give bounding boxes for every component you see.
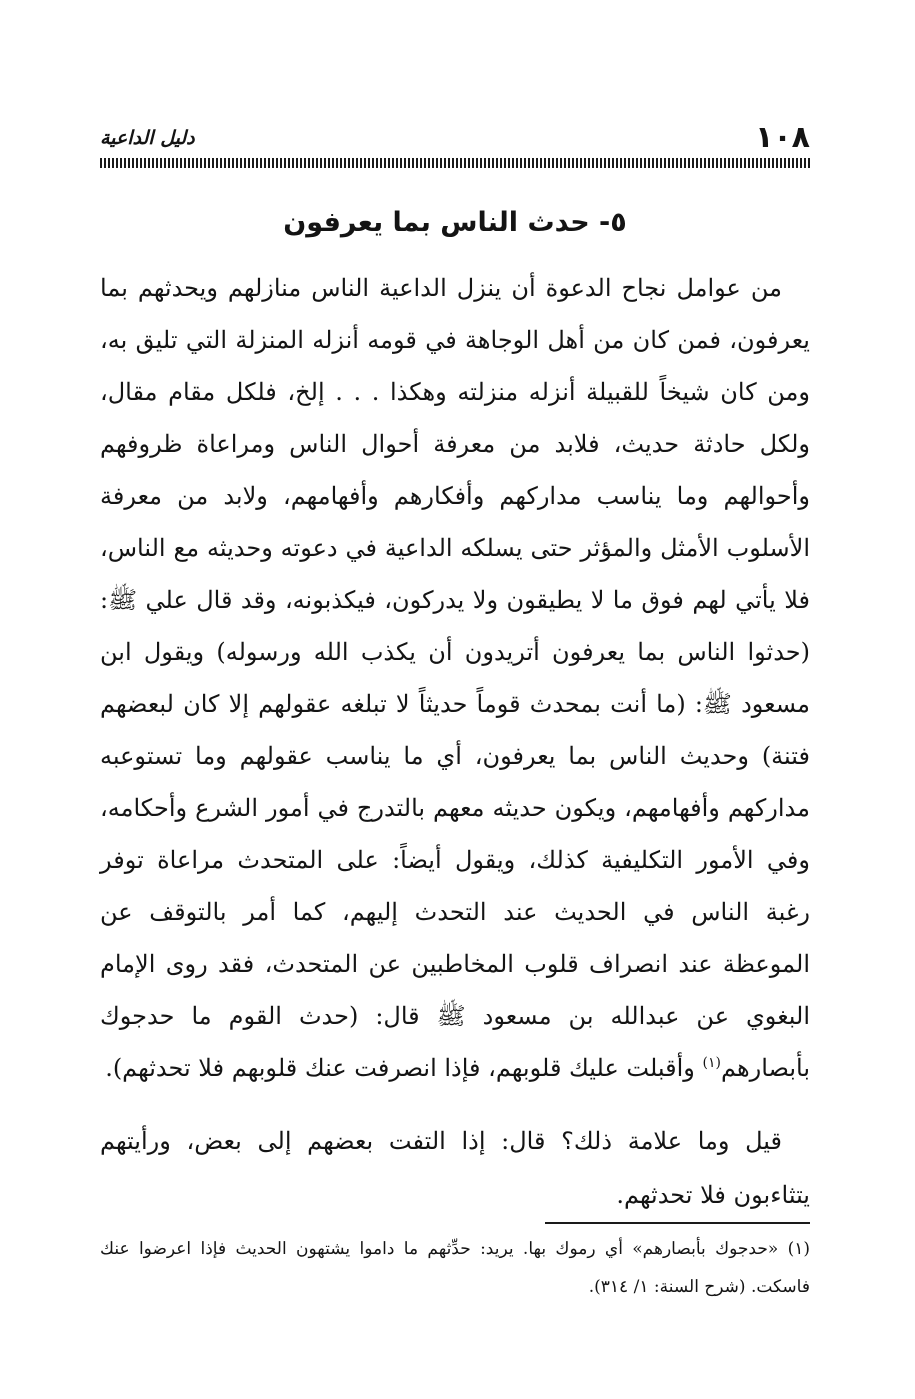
section-title: ٥- حدث الناس بما يعرفون xyxy=(283,207,627,238)
footnote-1: (١) «حدجوك بأبصارهم» أي رموك بها. يريد: حدِّثهم ما داموا يشتهون الحديث فإذا اعرضوا عنك فاسكت. (شرح السنة: ١/ ٣١٤). xyxy=(100,1239,810,1297)
footnotes xyxy=(100,1230,810,1306)
running-title: دليل الداعية xyxy=(100,127,195,149)
paragraph-text: من عوامل نجاح الدعوة أن ينزل الداعية الناس منازلهم ويحدثهم بما يعرفون، فمن كان من أهل الوجاهة في قومه أنزله المنزلة التي تليق به، ومن كان شيخاً للقبيلة أنزله منزلته وهكذا . . . إلخ، فلكل مقام مقال، ولكل حادثة حديث، فلابد من معرفة أحوال الناس ومراعاة ظروفهم وأحوالهم وما يناسب مداركهم وأفكارهم وأفهامهم، ولابد من معرفة الأسلوب الأمثل والمؤثر حتى يسلكه الداعية في دعوته وحديثه مع الناس، فلا يأتي لهم فوق ما لا يطيقون ولا يدركون، فيكذبونه، وقد قال علي ﷺ: (حدثوا الناس بما يعرفون أتريدون أن يكذب الله ورسوله) ويقول ابن مسعود ﷺ: (ما أنت بمحدث قوماً حديثاً لا تبلغه عقولهم إلا كان لبعضهم فتنة) وحديث الناس بما يعرفون، أي ما يناسب عقولهم وما تستوعبه مداركهم وأفهامهم، ويكون حديثه معهم بالتدرج في أمور الشرع وأحكامه، وفي الأمور التكليفية كذلك، ويقول أيضاً: على المتحدث مراعاة توفر رغبة الناس في الحديث عند التحدث إليهم، كما أمر بالتوقف عن الموعظة عند انصراف قلوب المخاطبين عن المتحدث، فقد روى الإمام البغوي عن عبدالله بن مسعود ﷺ قال: (حدث القوم ما حدجوك بأبصارهم xyxy=(100,274,811,1082)
page-number: ١٠٨ xyxy=(755,120,810,155)
body-text-second xyxy=(100,1114,810,1222)
footnote-rule xyxy=(545,1222,810,1224)
paragraph xyxy=(100,262,810,1094)
page-header xyxy=(100,118,810,158)
paragraph: قيل وما علامة ذلك؟ قال: إذا التفت بعضهم إلى بعض، ورأيتهم يتثاءبون فلا تحدثهم. xyxy=(100,1127,810,1209)
paragraph-text-end: وأقبلت عليك قلوبهم، فإذا انصرفت عنك قلوبهم فلا تحدثهم). xyxy=(105,1054,703,1082)
header-rule xyxy=(100,158,810,168)
footnote-reference: (١) xyxy=(702,1055,721,1071)
body-text xyxy=(100,262,810,1120)
